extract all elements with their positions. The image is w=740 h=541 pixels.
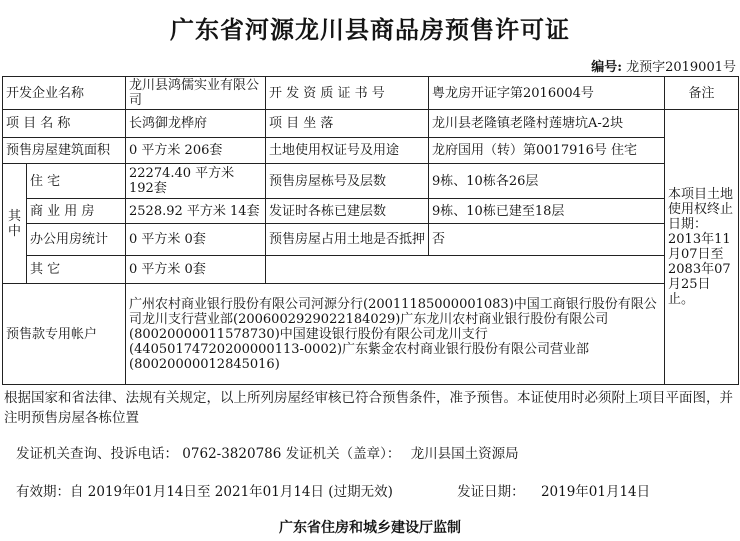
serial-number <box>591 56 736 75</box>
other-label: 其 它 <box>27 256 126 284</box>
authority-name: 龙川县国土资源局 <box>410 446 519 462</box>
validity-label: 有效期： <box>16 484 70 500</box>
approval-statement: 根据国家和省法律、法规有关规定，以上所列房屋经审核已符合预售条件，准予预售。本证使用时必须附上项目平面图，并注明预售房屋各栋位置 <box>4 390 733 426</box>
remarks-value: 本项目土地使用权终止日期：2013年11月07日至2083年07月25日止。 <box>665 110 739 385</box>
built-floors-label: 发证时各栋已建层数 <box>266 199 429 224</box>
issue-date: 2019年01月14日 <box>540 484 651 500</box>
building-no-label: 预售房屋栋号及层数 <box>266 164 429 199</box>
authority-label: 发证机关（盖章）： <box>285 446 401 462</box>
residential-label: 住 宅 <box>27 164 126 199</box>
land-cert-label: 土地使用权证号及用途 <box>266 138 429 164</box>
validity-line <box>16 482 650 502</box>
serial-value: 龙预字2019001号 <box>626 60 736 75</box>
land-cert-value: 龙府国用（转）第0017916号 住宅 <box>429 138 665 164</box>
qualification-value: 粤龙房开证字第2016004号 <box>429 77 665 110</box>
office-stat-label: 办公用房统计 <box>27 224 126 256</box>
blank-cell <box>429 256 665 284</box>
phone-number: 0762-3820786 <box>182 446 282 462</box>
remarks-label: 备注 <box>665 77 739 110</box>
developer-value: 龙川县鸿儒实业有限公司 <box>126 77 266 110</box>
built-floors-value: 9栋、10栋已建至18层 <box>429 199 665 224</box>
issue-date-label: 发证日期： <box>457 484 525 500</box>
office-stat-value: 0 平方米 0套 <box>126 224 266 256</box>
area-value: 0 平方米 206套 <box>126 138 266 164</box>
supervisor-footer: 广东省住房和城乡建设厅监制 <box>279 520 461 536</box>
validity-period: 自 2019年01月14日至 2021年01月14日 (过期无效) <box>70 484 393 500</box>
serial-label: 编号: <box>591 60 623 75</box>
among-text: 其中 <box>7 208 21 239</box>
area-label: 预售房屋建筑面积 <box>3 138 126 164</box>
blank-cell <box>266 256 429 284</box>
other-value: 0 平方米 0套 <box>126 256 266 284</box>
project-label: 项 目 名 称 <box>3 110 126 138</box>
location-label: 项 目 坐 落 <box>266 110 429 138</box>
certificate-table <box>2 76 739 385</box>
issuing-office-line <box>16 444 519 464</box>
account-list: 广州农村商业银行股份有限公司河源分行(20011185000001083)中国工商银行股份有限公司龙川支行营业部(2006002929022184029)广东龙川农村商业银行股份有限公司(80020000011578730)中国建设银行股份有限公司龙川支行(44050174720200000113-0002)广东紫金农村商业银行股份有限公司营业部(80020000012845016) <box>126 284 665 385</box>
project-value: 长鸿御龙桦府 <box>126 110 266 138</box>
mortgage-label: 预售房屋占用土地是否抵押 <box>266 224 429 256</box>
mortgage-value: 否 <box>429 224 665 256</box>
commercial-value: 2528.92 平方米 14套 <box>126 199 266 224</box>
certificate-title: 广东省河源龙川县商品房预售许可证 <box>170 16 570 44</box>
residential-value: 22274.40 平方米 192套 <box>126 164 266 199</box>
account-label: 预售款专用帐户 <box>3 284 126 385</box>
developer-label: 开发企业名称 <box>3 77 126 110</box>
qualification-label: 开 发 资 质 证 书 号 <box>266 77 429 110</box>
commercial-label: 商 业 用 房 <box>27 199 126 224</box>
location-value: 龙川县老隆镇老隆村莲塘坑A-2块 <box>429 110 665 138</box>
building-no-value: 9栋、10栋各26层 <box>429 164 665 199</box>
phone-label: 发证机关查询、投诉电话： <box>16 446 178 462</box>
among-label <box>3 164 27 284</box>
